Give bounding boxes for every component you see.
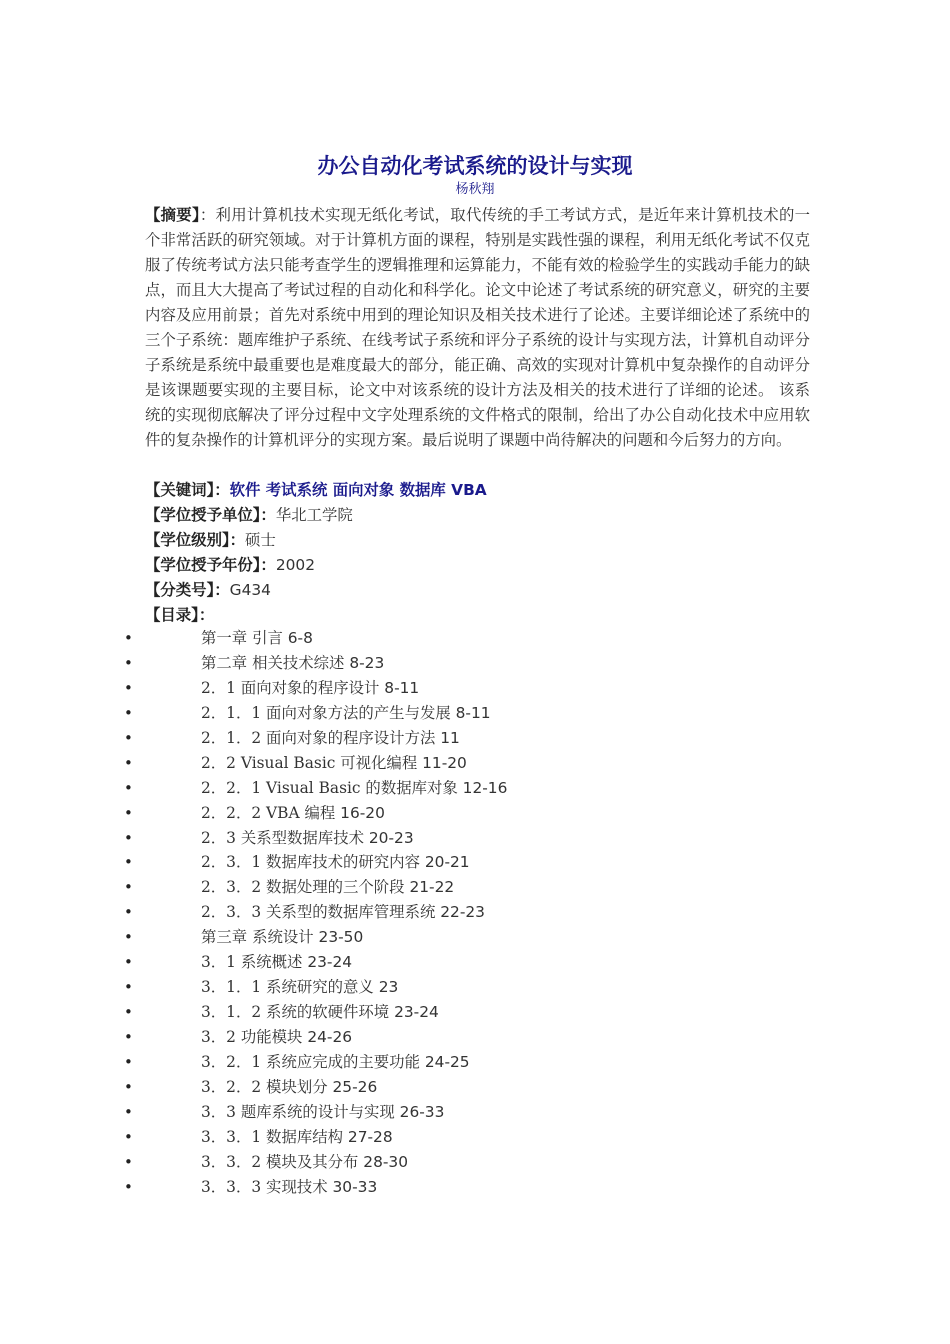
bullet-icon: •	[124, 853, 133, 872]
toc-entry-pages: 11	[440, 728, 460, 747]
toc-entry-pages: 25-26	[332, 1077, 378, 1096]
toc-entry-title: 2．3．2 数据处理的三个阶段	[201, 878, 410, 897]
keywords-line	[145, 478, 825, 503]
bullet-icon: •	[124, 928, 133, 947]
toc-entry-link[interactable]	[201, 925, 363, 950]
toc-entry-link[interactable]	[201, 950, 352, 975]
toc-item	[0, 900, 950, 925]
toc-entry-title: 3．1．2 系统的软硬件环境	[201, 1003, 395, 1022]
toc-entry-link[interactable]	[201, 900, 485, 925]
toc-entry-link[interactable]	[201, 1000, 439, 1025]
toc-entry-title: 2．3．3 关系型的数据库管理系统	[201, 903, 441, 922]
bullet-icon: •	[124, 1052, 133, 1071]
degree-year-value: 2002	[275, 556, 315, 574]
toc-entry-title: 2．3．1 数据库技术的研究内容	[201, 853, 425, 872]
toc-entry-link[interactable]	[201, 751, 467, 776]
degree-unit-line	[145, 503, 825, 528]
toc-entry-pages: 6-8	[287, 629, 313, 647]
toc-entry-link[interactable]	[201, 826, 414, 851]
toc-item	[0, 826, 950, 851]
toc-entry-pages: 23-50	[318, 928, 364, 947]
toc-entry-pages: 20-23	[368, 828, 414, 847]
toc-entry-pages: 24-25	[424, 1052, 470, 1071]
toc-item	[0, 1175, 950, 1200]
toc-entry-link[interactable]	[201, 726, 460, 751]
abstract-text: ：利用计算机技术实现无纸化考试，取代传统的手工考试方式，是近年来计算机技术的一个非常活跃的研究领域。对于计算机方面的课程，特别是实践性强的课程，利用无纸化考试不仅克服了传统考试方法只能考查学生的逻辑推理和运算能力，不能有效的检验学生的实践动手能力的缺点，而且大大提高了考试过程的自动化和科学化。论文中论述了考试系统的研究意义，研究的主要内容及应用前景；首先对系统中用到的理论知识及相关技术进行了论述。主要详细论述了系统中的三个子系统：题库维护子系统、在线考试子系统和评分子系统的设计与实现方法，计算机自动评分子系统是系统中最重要也是难度最大的部分，能正确、高效的实现对计算机中复杂操作的自动评分是该课题要实现的主要目标，论文中对该系统的设计方法及相关的技术进行了详细的论述。 该系统的实现彻底解决了评分过程中文字处理系统的文件格式的限制，给出了办公自动化技术中应用软件的复杂操作的计算机评分的实现方案。最后说明了课题中尚待解决的问题和今后努力的方向。	[145, 206, 810, 449]
toc-heading-line	[145, 603, 825, 628]
toc-entry-title: 2．1．1 面向对象方法的产生与发展	[201, 703, 456, 722]
toc-entry-pages: 27-28	[347, 1127, 393, 1146]
toc-entry-pages: 22-23	[440, 903, 485, 922]
bullet-icon: •	[124, 1177, 133, 1196]
bullet-icon: •	[124, 728, 133, 747]
toc-item	[0, 651, 950, 676]
toc-entry-pages: 28-30	[363, 1152, 409, 1171]
toc-entry-title: 第二章 相关技术综述	[201, 653, 350, 672]
degree-year-label: 【学位授予年份】：	[145, 556, 276, 574]
keywords-label: 【关键词】：	[145, 481, 230, 499]
toc-entry-link[interactable]	[201, 1100, 444, 1125]
toc-entry-pages: 30-33	[332, 1177, 378, 1196]
degree-unit-value: 华北工学院	[275, 506, 353, 524]
bullet-icon: •	[124, 653, 133, 672]
bullet-icon: •	[124, 903, 133, 922]
toc-entry-pages: 12-16	[462, 778, 508, 797]
degree-level-value: 硕士	[245, 531, 276, 549]
bullet-icon: •	[124, 703, 133, 722]
toc-entry-title: 2．1．2 面向对象的程序设计方法	[201, 728, 441, 747]
keywords-value[interactable]: 软件 考试系统 面向对象 数据库 VBA	[229, 481, 487, 499]
toc-entry-pages: 23-24	[307, 953, 353, 972]
toc-item	[0, 850, 950, 875]
toc-item	[0, 950, 950, 975]
abstract-label: 【摘要】	[145, 206, 200, 224]
degree-level-label: 【学位级别】：	[145, 531, 246, 549]
abstract-paragraph	[145, 203, 810, 453]
toc-entry-title: 3．2 功能模块	[201, 1028, 308, 1046]
toc-item	[0, 626, 950, 651]
toc-entry-pages: 16-20	[340, 803, 385, 822]
toc-entry-link[interactable]	[201, 1150, 408, 1175]
toc-entry-title: 3．3 题库系统的设计与实现	[201, 1102, 400, 1121]
toc-item	[0, 1050, 950, 1075]
toc-item	[0, 975, 950, 1000]
toc-item	[0, 1100, 950, 1125]
class-no-line	[145, 578, 825, 603]
toc-entry-link[interactable]	[201, 651, 384, 676]
toc-entry-link[interactable]	[201, 1125, 393, 1150]
toc-item	[0, 801, 950, 826]
toc-entry-link[interactable]	[201, 801, 385, 826]
class-no-value: G434	[229, 581, 271, 599]
bullet-icon: •	[124, 803, 133, 822]
toc-item	[0, 726, 950, 751]
toc-entry-link[interactable]	[201, 1050, 470, 1075]
toc-entry-title: 3．1．1 系统研究的意义	[201, 978, 379, 997]
toc-entry-title: 2．2．1 Visual Basic 的数据库对象	[201, 778, 463, 797]
toc-entry-pages: 8-11	[384, 678, 420, 697]
toc-entry-pages: 8-23	[349, 653, 385, 672]
toc-entry-title: 第一章 引言	[201, 629, 288, 647]
toc-entry-title: 3．3．1 数据库结构	[201, 1127, 348, 1146]
toc-entry-pages: 21-22	[409, 878, 455, 897]
toc-entry-pages: 26-33	[399, 1102, 445, 1121]
toc-entry-pages: 8-11	[455, 703, 491, 722]
toc-item	[0, 1000, 950, 1025]
toc-entry-title: 第三章 系统设计	[201, 928, 319, 947]
toc-entry-pages: 11-20	[422, 753, 467, 772]
bullet-icon: •	[124, 778, 133, 797]
toc-entry-title: 3．2．1 系统应完成的主要功能	[201, 1052, 425, 1071]
bullet-icon: •	[124, 1127, 133, 1146]
document-title: 办公自动化考试系统的设计与实现	[317, 154, 633, 178]
toc-entry-pages: 20-21	[424, 853, 470, 872]
degree-year-line	[145, 553, 825, 578]
toc-entry-link[interactable]	[201, 1175, 377, 1200]
toc-entry-link[interactable]	[201, 850, 470, 875]
toc-item	[0, 1150, 950, 1175]
bullet-icon: •	[124, 878, 133, 897]
document-author: 杨秋翔	[455, 182, 495, 197]
toc-item	[0, 1025, 950, 1050]
bullet-icon: •	[124, 1152, 133, 1171]
toc-entry-pages: 24-26	[307, 1028, 353, 1046]
toc-item	[0, 1075, 950, 1100]
toc-item	[0, 776, 950, 801]
toc-entry-link[interactable]	[201, 1075, 377, 1100]
toc-entry-pages: 23-24	[394, 1003, 439, 1022]
toc-item	[0, 1125, 950, 1150]
degree-unit-label: 【学位授予单位】：	[145, 506, 276, 524]
toc-label: 【目录】：	[145, 606, 215, 624]
toc-entry-link[interactable]	[201, 1025, 352, 1050]
toc-item	[0, 701, 950, 726]
toc-entry-title: 3．3．2 模块及其分布	[201, 1152, 364, 1171]
toc-entry-title: 3．3．3 实现技术	[201, 1177, 333, 1196]
toc-item	[0, 676, 950, 701]
bullet-icon: •	[124, 678, 133, 697]
bullet-icon: •	[124, 1077, 133, 1096]
class-no-label: 【分类号】：	[145, 581, 230, 599]
bullet-icon: •	[124, 1003, 133, 1022]
toc-entry-title: 3．1 系统概述	[201, 953, 308, 972]
bullet-icon: •	[124, 953, 133, 972]
toc-entry-title: 3．2．2 模块划分	[201, 1077, 333, 1096]
bullet-icon: •	[124, 828, 133, 847]
bullet-icon: •	[124, 1102, 133, 1121]
toc-entry-title: 2．3 关系型数据库技术	[201, 828, 369, 847]
toc-entry-title: 2．1 面向对象的程序设计	[201, 678, 385, 697]
toc-item	[0, 875, 950, 900]
toc-entry-link[interactable]	[201, 975, 398, 1000]
toc-entry-title: 2．2．2 VBA 编程	[201, 803, 341, 822]
toc-entry-pages: 23	[378, 978, 399, 997]
bullet-icon: •	[124, 1028, 133, 1046]
toc-entry-link[interactable]	[201, 676, 419, 701]
degree-level-line	[145, 528, 825, 553]
bullet-icon: •	[124, 978, 133, 997]
toc-entry-title: 2．2 Visual Basic 可视化编程	[201, 753, 423, 772]
toc-entry-link[interactable]	[201, 701, 491, 726]
toc-entry-link[interactable]	[201, 776, 507, 801]
table-of-contents	[0, 626, 950, 1200]
toc-item	[0, 925, 950, 950]
toc-entry-link[interactable]	[201, 875, 454, 900]
bullet-icon: •	[124, 629, 133, 647]
toc-item	[0, 751, 950, 776]
toc-entry-link[interactable]	[201, 626, 313, 651]
bullet-icon: •	[124, 753, 133, 772]
